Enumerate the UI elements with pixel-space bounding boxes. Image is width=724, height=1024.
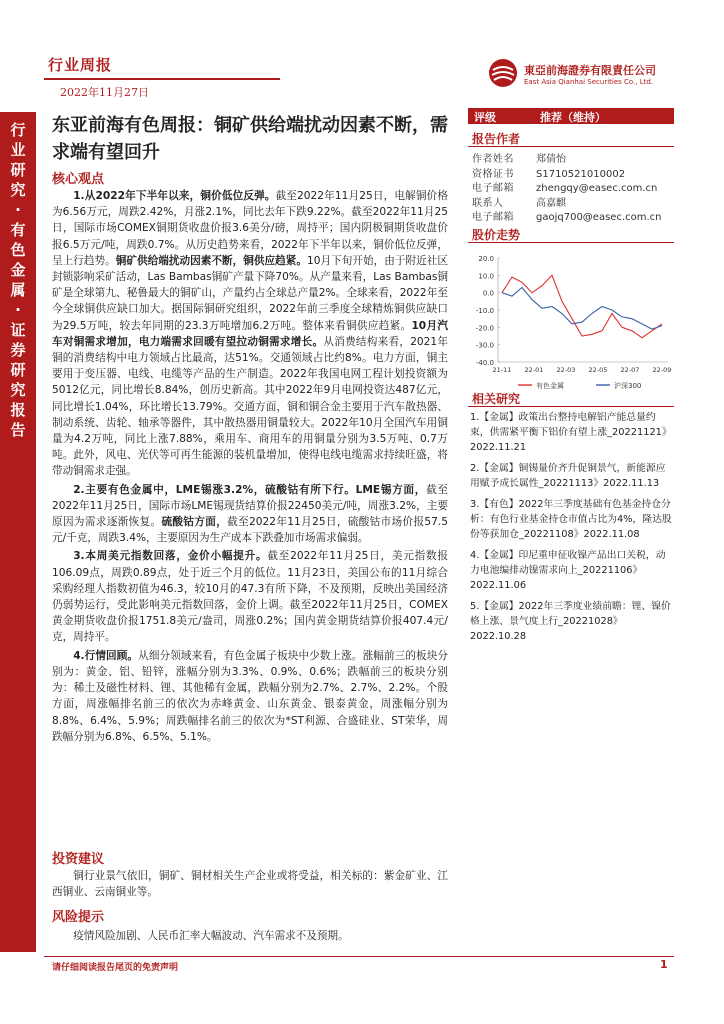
rating-box [468,108,674,124]
core-view-body [52,188,448,747]
author-row-value: 郑倩怡 [536,154,566,165]
core-paragraph-3 [52,548,448,645]
x-tick-label: 22-03 [556,366,576,374]
core-p1-lead2: 铜矿供给端扰动因素不断，铜供应趋紧。 [115,254,308,267]
footer-divider [44,956,674,957]
side-band-char: 究 [10,381,26,399]
side-band-char: 有 [10,221,26,239]
related-heading: 相关研究 [472,392,521,406]
related-list [470,410,674,650]
author-heading: 报告作者 [472,132,521,146]
core-p2-lead: 2.主要有色金属中，LME锡涨3.2%，硫酸钴有所下行。LME锡方面， [73,483,427,496]
rating-value: 推荐（维持） [540,111,606,124]
author-row-value[interactable]: gaojq700@easec.com.cn [536,212,662,223]
author-row-key: 联系人 [472,197,504,209]
rating-label: 评级 [474,111,496,124]
company-name-cn: 東亞前海證券有限責任公司 [524,64,656,77]
author-row-value[interactable]: zhengqy@easec.com.cn [536,183,658,194]
series-line-0 [502,275,662,337]
author-row [472,150,566,165]
side-band-char: 行 [10,121,26,139]
author-row-key: 作者姓名 [472,154,514,165]
x-tick-label: 22-07 [620,366,640,374]
side-band-char: · [15,301,21,319]
legend-label: 有色金属 [536,382,564,390]
invest-heading: 投资建议 [52,852,105,867]
core-p2-lead2: 硫酸钴方面， [161,516,228,529]
side-band-char: 证 [10,321,26,339]
company-name-en: East Asia Qianhai Securities Co., Ltd. [524,78,654,86]
chart-divider [468,242,674,243]
core-paragraph-1 [52,188,448,480]
related-divider [468,406,674,407]
side-band-char: 业 [10,141,26,159]
core-p1-text2: 10月下旬开始，由于附近社区封锁影响采矿活动，Las Bambas铜矿产量下降70%。从产量来看，Las Bambas铜矿是全球第九、秘鲁最大的铜矿山，产量约占全球总产量2%。全球来看，2022年至今全球铜供应缺口加大。据国际铜研究组织，2022年前三季度全球精炼铜供应缺口为29.5万吨，较去年同期的23.3万吨增加6.2万吨。整体来看铜供应趋紧。 [52,254,449,332]
report-title: 东亚前海有色周报：铜矿供给端扰动因素不断，需求端有望回升 [52,115,448,163]
related-item[interactable]: 1.【金属】政策出台整持电解铝产能总量约束，供需紧平衡下铝价有望上涨_20221121》2022.11.21 [470,412,672,453]
x-tick-label: 22-09 [652,366,672,374]
author-row [472,165,625,180]
core-p1-lead3: 10月汽车对铜需求增加，电力端需求回暖有望拉动铜需求增长。 [52,319,448,348]
core-paragraph-4 [52,648,448,745]
risk-text: 疫情风险加剧、人民币汇率大幅波动、汽车需求不及预期。 [73,930,349,942]
report-date: 2022年11月27日 [60,86,149,99]
related-item[interactable]: 4.【金属】印尼重申征收镍产品出口关税，动力电池编排动镍需求向上_20221106》2022.11.06 [470,550,666,591]
side-band-char: 告 [10,421,26,439]
y-tick-label: -20.0 [475,324,494,333]
related-item[interactable]: 3.【有色】2022年三季度基础有色基金持仓分析：有色行业基金持仓市值占比为4%，隆达股份等获加仓_20221108》2022.11.08 [470,499,672,540]
related-item[interactable]: 5.【金属】2022年三季度业绩前瞻：锂、镍价格上涨、景气度上行_20221028》2022.10.28 [470,601,671,642]
author-row [472,208,662,223]
core-p2-text: 截至2022年11月25日，国际市场LME锡现货结算价报22450美元/吨，周涨3.2%，主要原因为需求逐渐恢复。 [52,483,448,529]
side-band-char: · [15,201,21,219]
risk-body [52,928,448,946]
author-row [472,194,566,209]
side-band-char: 券 [10,341,26,359]
core-p2-text2: 截至2022年11月25日，硫酸钴市场价报57.5元/千克，周跌3.4%，主要原因为生产成本下跌叠加市场需求偏弱。 [52,516,449,545]
y-tick-label: -40.0 [475,359,494,367]
core-p3-text: 截至2022年11月25日，美元指数报106.09点，周跌0.89点，处于近三个月的低位。11月23日，美国公布的11月综合采购经理人指数初值为46.3，较10月的47.3有所下降，不及预期，反映出美国经济仍弱势运行，受此影响美元指数回落，金价上调。截至2022年11月25日，COMEX黄金期货收盘价报1751.8美元/盎司，周涨0.2%；国内黄金期货结算价报407.4元/克，周持平。 [52,550,448,644]
author-row-key: 电子邮箱 [472,212,514,223]
y-tick-label: -10.0 [475,307,494,315]
y-tick-label: 0.0 [482,289,494,298]
header-divider [44,78,280,80]
y-tick-label: -30.0 [475,341,494,350]
author-row-key: 资格证书 [472,168,514,180]
side-band-char: 属 [10,281,26,299]
report-type: 行业周报 [48,56,113,74]
core-p1-text3: 从消费结构来看，2021年铜的消费结构中电力领域占比最高，达51%。交通领域占比约8%。电力方面，铜主要用于变压器、电线、电缆等产品的生产制造。2022年我国电网工程计划投资额为5012亿元，同比增长8.84%，创历史新高。其中2022年9月电网投资达487亿元，同比增长1.04%，环比增长13.79%。交通方面，铜和铜合金主要用于汽车散热器、制动系统、齿轮、轴承等器件，其中散热器用铜量较大。2022年10月全国汽车用铜量为4.2万吨，同比上涨7.88%，乘用车、商用车的用铜量分别为3.5万吨、0.7万吨。此外，风电、光伏等可再生能源的装机量增加，使得电线电缆需求持续旺盛，将带动铜需求走强。 [52,335,449,478]
x-tick-label: 22-05 [588,366,608,374]
risk-heading: 风险提示 [52,910,105,925]
y-tick-label: 10.0 [478,272,494,281]
chart-heading: 股价走势 [472,228,521,242]
core-p4-text: 从细分领域来看，有色金属子板块中少数上涨。涨幅前三的板块分别为：黄金、铝、铅锌，涨幅分别为3.3%、0.9%、0.6%；跌幅前三的板块分别为：稀土及磁性材料、锂、其他稀有金属，跌幅分别为2.7%、2.7%、2.2%。个股方面，周涨幅排名前三的依次为赤峰黄金、山东黄金、银泰黄金，周涨幅分别为8.8%、6.4%、5.9%；周跌幅排名前三的依次为*ST利源、合盛硅业、ST荣华，周跌幅分别为6.8%、6.5%、5.1%。 [52,649,448,743]
legend-label: 沪深300 [614,382,642,390]
core-view-heading: 核心观点 [52,172,105,187]
core-p1-lead: 1.从2022年下半年以来，铜价低位反弹。 [73,190,276,202]
invest-body [52,868,448,902]
side-band-char: 金 [10,261,26,279]
company-logo [488,58,668,94]
side-band-text [0,120,36,440]
company-logo-icon [488,58,518,88]
author-row-key: 电子邮箱 [472,183,514,194]
series-line-1 [502,288,662,330]
core-p3-lead: 3.本周美元指数回落，金价小幅提升。 [73,550,268,563]
invest-text: 铜行业景气依旧，铜矿、铜材相关生产企业或将受益，相关标的：紫金矿业、江西铜业、云南铜业等。 [52,870,448,899]
x-tick-label: 22-01 [524,366,544,374]
related-item[interactable]: 2.【金属】铜锡量价齐升促铜景气，新能源应用赋予成长属性_20221113》2022.11.13 [470,463,666,489]
core-p4-lead: 4.行情回顾。 [73,649,139,662]
author-row-value: 高嘉麒 [536,197,566,209]
x-tick-label: 21-11 [492,366,512,374]
side-band-char: 研 [10,361,26,379]
author-row [472,179,657,194]
price-chart [468,250,674,400]
footer-disclaimer[interactable]: 请仔细阅读报告尾页的免责声明 [52,963,179,973]
side-band-char: 究 [10,181,26,199]
y-tick-label: 20.0 [478,255,494,263]
author-divider [468,146,674,147]
side-band-char: 研 [10,161,26,179]
side-band-char: 报 [10,401,26,419]
side-band-char: 色 [10,241,26,259]
page-number: 1 [660,958,668,971]
author-row-value: S1710521010002 [536,168,626,180]
core-p1-text: 截至2022年11月25日，电解铜价格为6.56万元，周跌2.42%，月涨2.1%，同比去年下跌9.22%。截至2022年11月25日，国际市场COMEX铜期货收盘价报3.6美分/磅，周持平；国内阴极铜期货收盘价报6.5万元/吨，周跌0.7%。从历史趋势来看，2022年下半年以来，铜价低位反弹，呈上行趋势。 [52,190,448,267]
core-paragraph-2 [52,482,448,547]
